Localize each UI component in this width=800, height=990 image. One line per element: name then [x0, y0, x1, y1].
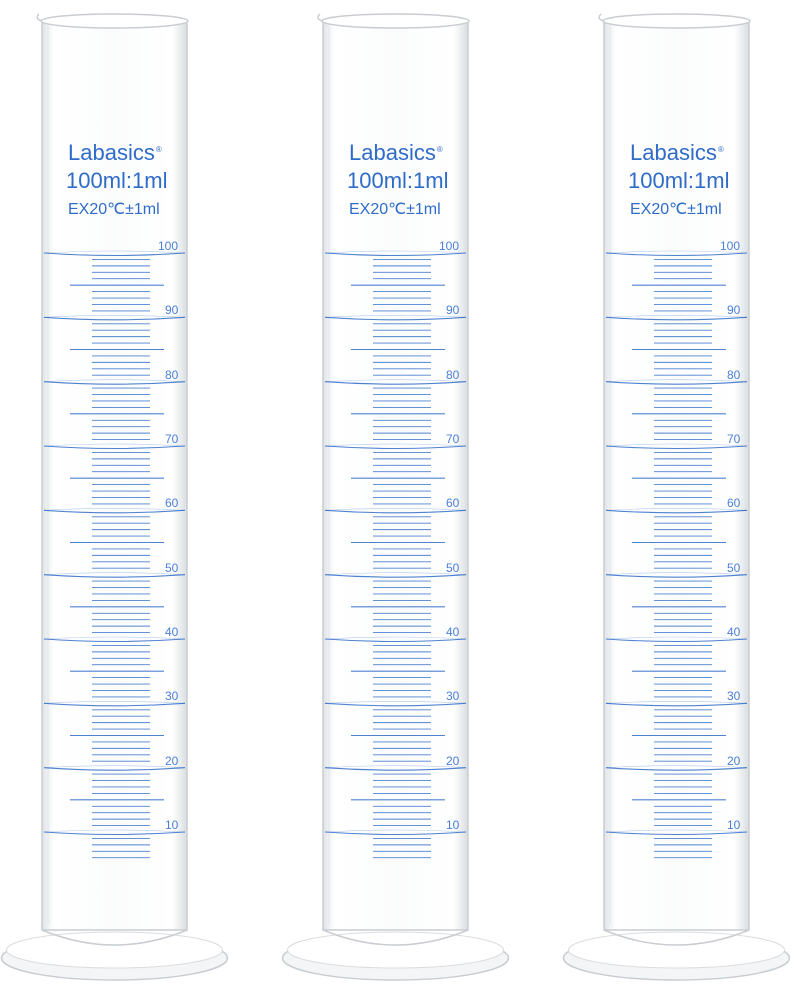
- scale-number: 80: [727, 367, 741, 382]
- scale-number: 20: [165, 753, 179, 768]
- scale-number: 10: [727, 818, 741, 832]
- scale-number: 100: [439, 239, 460, 253]
- scale-number: 30: [446, 689, 460, 704]
- tolerance-label-3: EX20℃±1ml: [630, 201, 722, 218]
- scale-number: 40: [165, 625, 179, 639]
- scale-number: 80: [165, 367, 179, 382]
- scale-number: 70: [165, 432, 179, 446]
- brand-label-3: Labasics®: [630, 140, 724, 165]
- scale-number: 20: [727, 753, 741, 768]
- cylinder-rim: [322, 14, 469, 28]
- scale-number: 80: [446, 367, 460, 382]
- cylinder-base-rim: [7, 932, 223, 968]
- scale-number: 100: [158, 239, 179, 253]
- scale-number: 10: [446, 818, 460, 832]
- tolerance-label-2: EX20℃±1ml: [349, 201, 441, 218]
- tolerance-label-1: EX20℃±1ml: [68, 201, 160, 218]
- brand-label-1: Labasics®: [68, 140, 162, 165]
- scale-number: 70: [727, 432, 741, 446]
- scale-number: 100: [720, 239, 741, 253]
- scale-number: 50: [446, 560, 460, 575]
- cylinder-rim: [41, 14, 188, 28]
- cylinder-base-rim: [569, 932, 785, 968]
- scale-number: 20: [446, 753, 460, 768]
- scale-number: 10: [165, 818, 179, 832]
- capacity-label-1: 100ml:1ml: [66, 168, 168, 193]
- scale-number: 40: [446, 625, 460, 639]
- capacity-label-3: 100ml:1ml: [628, 168, 730, 193]
- scale-number: 50: [727, 560, 741, 575]
- brand-label-2: Labasics®: [349, 140, 443, 165]
- scale-number: 70: [446, 432, 460, 446]
- scale-number: 50: [165, 560, 179, 575]
- scale-number: 60: [446, 496, 460, 511]
- cylinder-rim: [603, 14, 750, 28]
- scale-number: 60: [727, 496, 741, 511]
- scale-number: 60: [165, 496, 179, 511]
- scale-number: 90: [446, 303, 460, 318]
- capacity-label-2: 100ml:1ml: [347, 168, 449, 193]
- scale-number: 90: [165, 303, 179, 318]
- scale-number: 30: [727, 689, 741, 704]
- scale-number: 90: [727, 303, 741, 318]
- scale-number: 30: [165, 689, 179, 704]
- scale-number: 40: [727, 625, 741, 639]
- cylinder-base-rim: [288, 932, 504, 968]
